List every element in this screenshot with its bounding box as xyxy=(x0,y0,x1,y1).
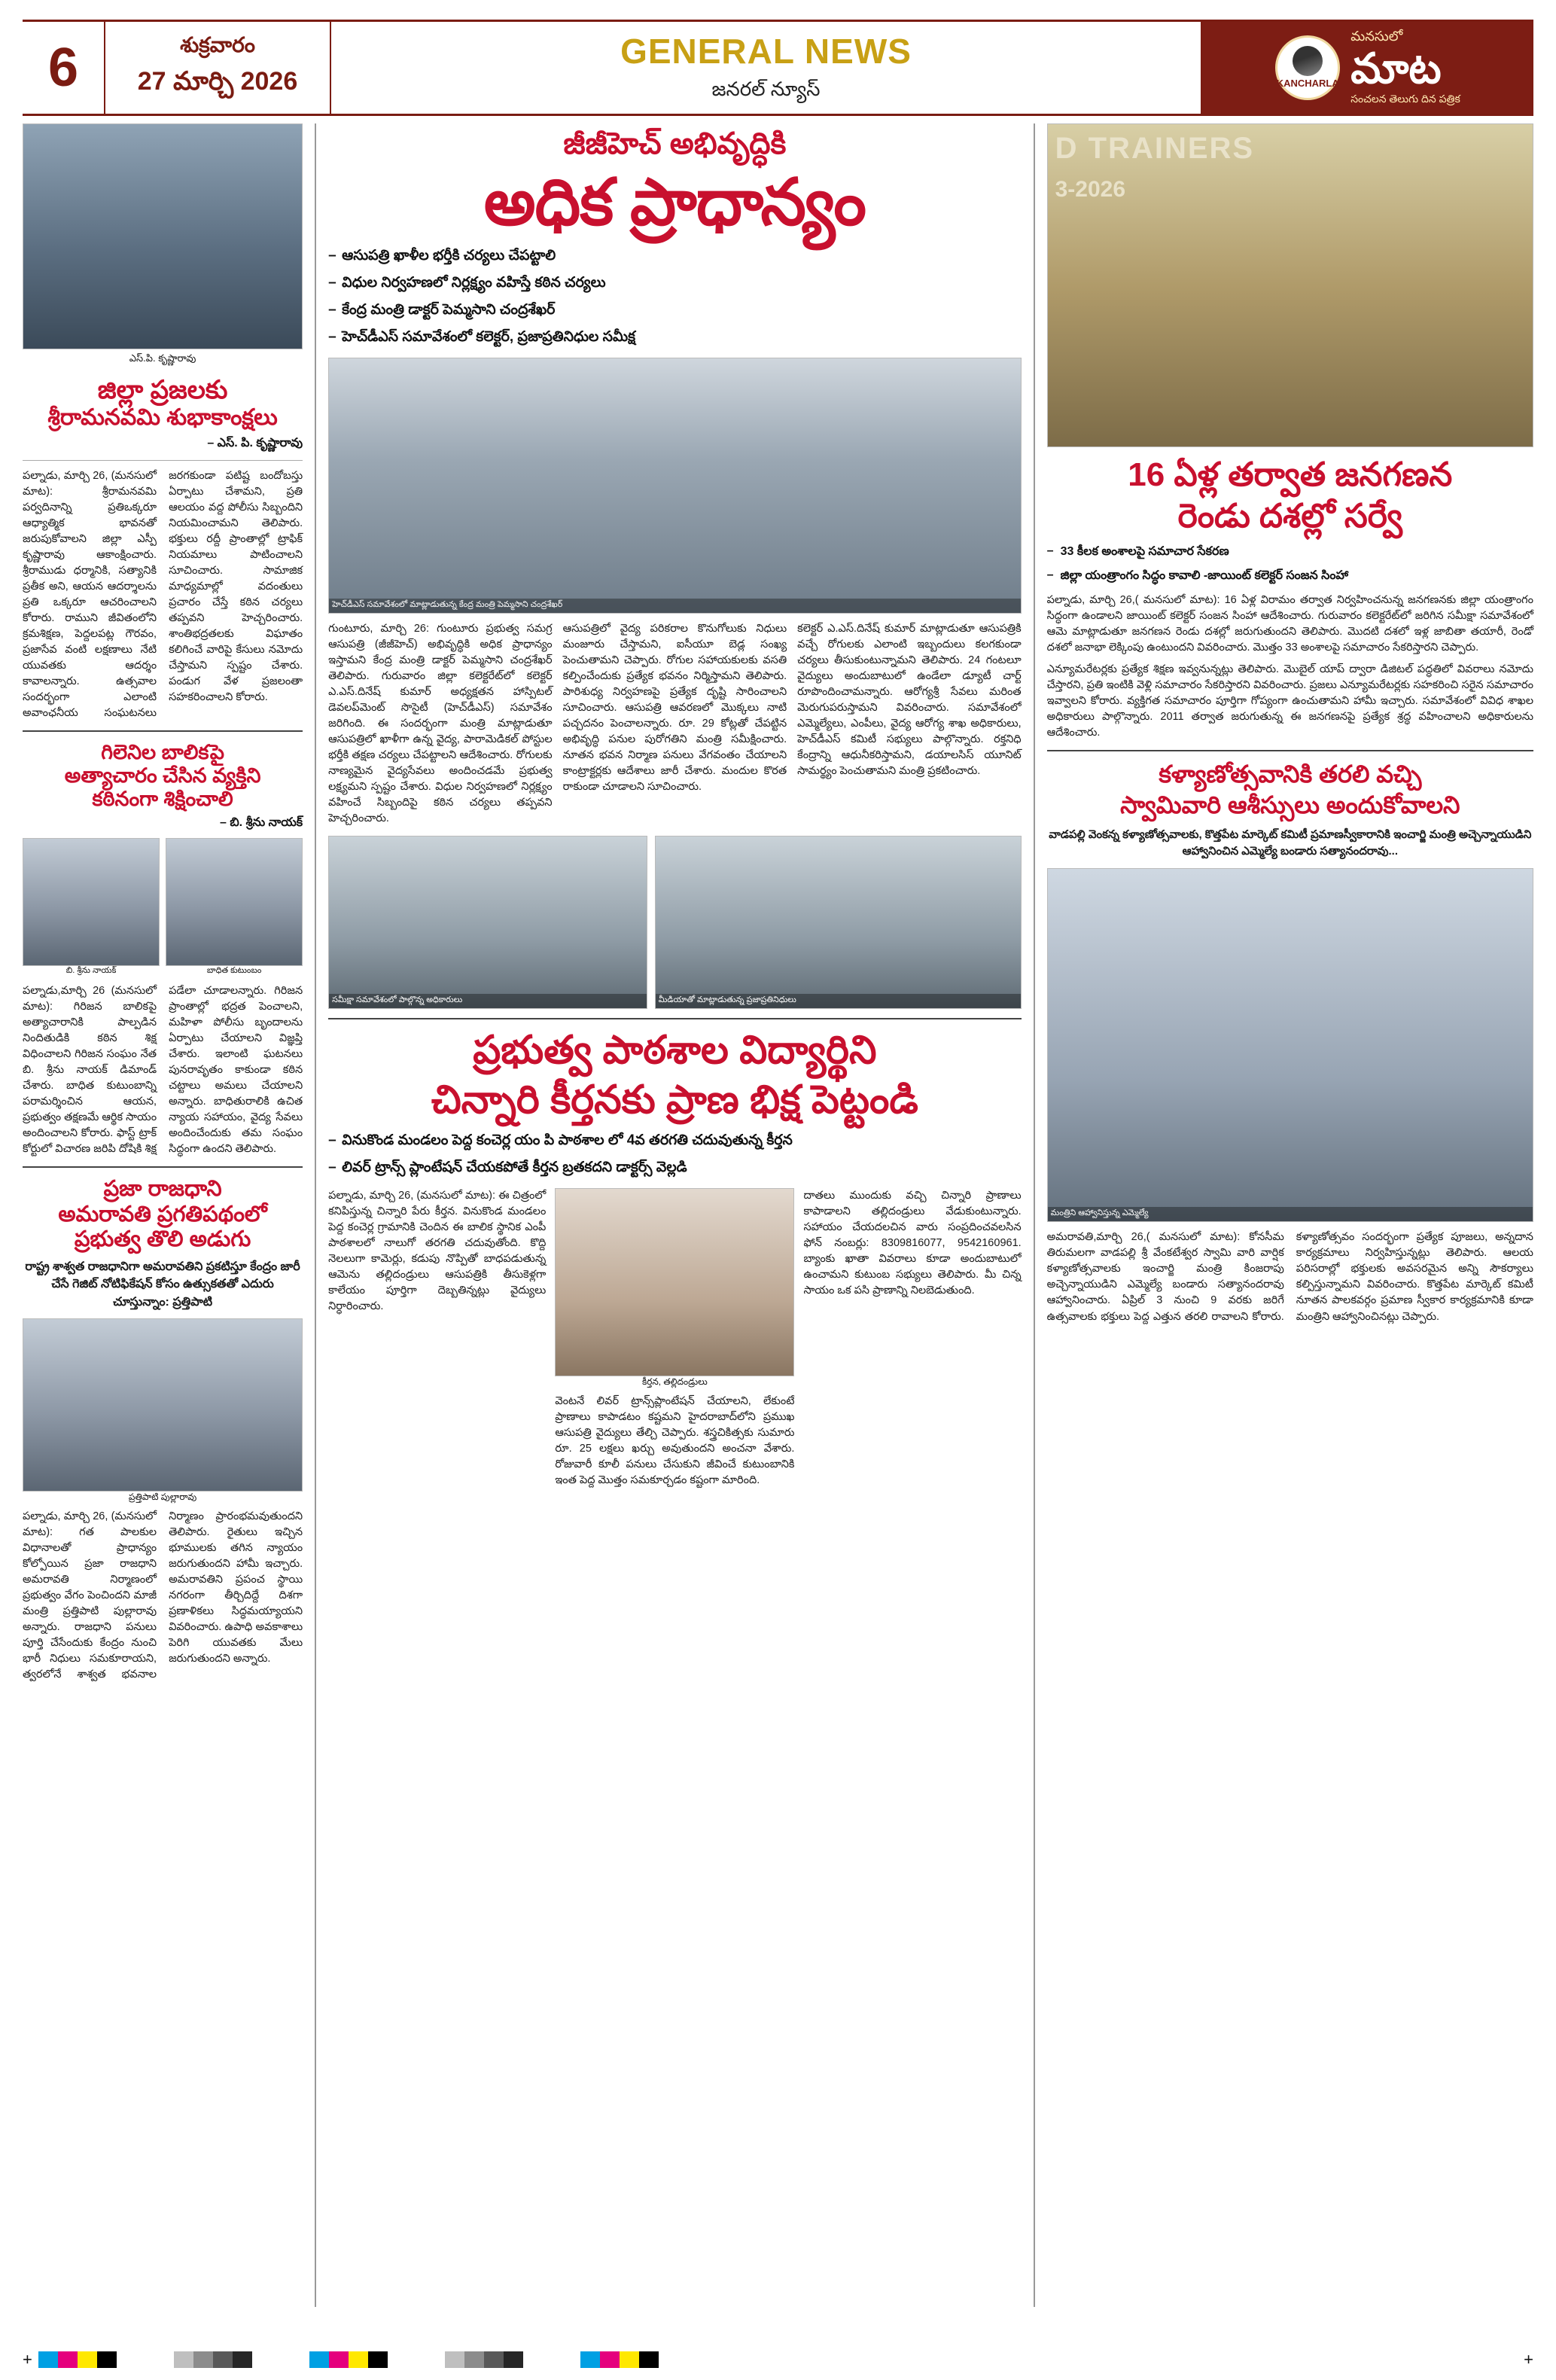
swatch-cyan xyxy=(580,2351,600,2368)
right-column xyxy=(1047,123,1533,2307)
greeting-headline-1: జిల్లా ప్రజలకు xyxy=(97,376,228,404)
logo-tagline: సంచలన తెలుగు దిన పత్రిక xyxy=(1350,92,1460,105)
crime-caption-left: బి. శ్రీను నాయక్ xyxy=(65,965,117,975)
swatch-group-3 xyxy=(580,2351,659,2368)
swatch-yellow xyxy=(78,2351,97,2368)
crime-photo-left xyxy=(23,838,160,966)
capital-headline-1: ప్రజా రాజధాని xyxy=(103,1177,222,1202)
logo-big-text: మాట xyxy=(1350,44,1442,92)
swatch-group-gray-1 xyxy=(174,2351,252,2368)
swatch-group-gray-2 xyxy=(445,2351,523,2368)
banner-text: D TRAINERS xyxy=(1055,132,1255,165)
swatch-gray-3 xyxy=(213,2351,233,2368)
greeting-headline-2: శ్రీరామనవమి శుభాకాంక్షలు xyxy=(47,405,278,431)
appeal-bullet-1: – లివర్ ట్రాన్స్ ప్లాంటేషన్ చేయకపోతే కీర్తన బ్రతకదని డాక్టర్స్ వెల్లడి xyxy=(328,1160,1022,1179)
swatch-gray-4 xyxy=(504,2351,523,2368)
middle-column xyxy=(328,123,1022,2307)
weekday-label: శుక్రవారం xyxy=(180,33,255,56)
crime-body: పల్నాడు,మార్చి 26 (మనసులో మాట): గిరిజన బాలికపై అత్యాచారానికి పాల్పడిన నిందితుడికి కఠిన శిక్ష విధించాలని గిరిజన సంఘం నేత బి. శ్రీను నాయక్ డిమాండ్ చేశారు. బాధిత కుటుంబాన్ని పరామర్శించిన ఆయన, ప్రభుత్వం తక్షణమే ఆర్థిక సాయం అందించాలని కోరారు. ఫాస్ట్ ట్రాక్ కోర్టులో విచారణ జరిపి దోషికి శిక్ష పడేలా చూడాలన్నారు. గిరిజన ప్రాంతాల్లో భద్రత పెంచాలని, మహిళా పోలీసు బృందాలను ఏర్పాటు చేయాలని విజ్ఞప్తి చేశారు. ఇలాంటి ఘటనలు పునరావృతం కాకుండా కఠిన చట్టాలు అమలు చేయాలని అన్నారు. బాధితురాలికి ఉచిత న్యాయ సహాయం, వైద్య సేవలు అందించేందుకు తమ సంఘం సిద్ధంగా ఉందని తెలిపారు. xyxy=(23,984,303,1156)
capital-headline-3: ప్రభుత్వ తొలి అడుగు xyxy=(74,1227,251,1251)
swatch-gray-2 xyxy=(464,2351,484,2368)
press-photo-1-caption: సమీక్షా సమావేశంలో పాల్గొన్న అధికారులు xyxy=(329,994,647,1008)
census-speaker-photo xyxy=(1047,123,1533,447)
census-bullet-0: – 33 కీలక అంశాలపై సమాచార సేకరణ xyxy=(1047,544,1533,561)
swatch-gray-2 xyxy=(193,2351,213,2368)
capital-photo xyxy=(23,1318,303,1492)
badge-label: KANCHARLA xyxy=(1276,78,1339,90)
census-headline-2: రెండు దశల్లో సర్వే xyxy=(1177,497,1402,535)
swatch-yellow xyxy=(349,2351,368,2368)
census-body-2: ఎన్యూమరేటర్లకు ప్రత్యేక శిక్షణ ఇవ్వనున్నట్లు తెలిపారు. మొబైల్ యాప్ ద్వారా డిజిటల్ పద్ధతిలో వివరాలు నమోదు చేస్తారని, ప్రతి ఇంటికి వెళ్లి సమాచారం సేకరిస్తారని వివరించారు. ప్రజలు ఎన్యూమరేటర్లకు సహకరించి సరైన సమాచారం ఇవ్వాలని కోరారు. వ్యక్తిగత సమాచారం పూర్తిగా గోప్యంగా ఉంచుతామని హామీ ఇచ్చారు. సమావేశంలో వివిధ శాఖల అధికారులు పాల్గొన్నారు. 2011 తర్వాత జరుగుతున్న ఈ జనగణనపై ప్రత్యేక శ్రద్ధ వహించాలని అధికారులను ఆదేశించారు. xyxy=(1046,663,1533,739)
crime-byline: – బి. శ్రీను నాయక్ xyxy=(220,815,303,829)
census-bullet-1: – జిల్లా యంత్రాంగం సిద్ధం కావాలి -జాయింట్ కలెక్టర్ సంజన సింహా xyxy=(1047,568,1533,585)
crime-photo-right xyxy=(166,838,303,966)
press-photo-2 xyxy=(655,836,1022,1009)
lead-bullet-2: – కేంద్ర మంత్రి డాక్టర్ పెమ్మసాని చంద్రశేఖర్ xyxy=(328,302,1022,321)
lead-bullet-0: – ఆసుపత్రి ఖాళీల భర్తీకి చర్యలు చేపట్టాలి xyxy=(328,248,1022,267)
section-title-block xyxy=(331,22,1202,114)
census-bullet-list xyxy=(1047,544,1533,585)
swatch-gray-1 xyxy=(174,2351,193,2368)
temple-headline-2: స్వామివారి ఆశీస్సులు అందుకోవాలని xyxy=(1120,791,1460,819)
swatch-yellow xyxy=(620,2351,639,2368)
swatch-gray-4 xyxy=(233,2351,252,2368)
column-rule xyxy=(1034,123,1035,2307)
lead-bullet-3: – హెచ్‌డీఎస్ సమావేశంలో కలెక్టర్, ప్రజాప్రతినిధుల సమీక్ష xyxy=(328,329,1022,349)
lead-bullet-1: – విధుల నిర్వహణలో నిర్లక్ష్యం వహిస్తే కఠిన చర్యలు xyxy=(328,275,1022,294)
lead-bullet-list xyxy=(328,248,1022,349)
lead-headline: అధిక ప్రాధాన్యం xyxy=(483,166,866,239)
appeal-bullet-list xyxy=(328,1132,1022,1179)
greeting-body: పల్నాడు, మార్చి 26, (మనసులో మాట): శ్రీరామనవమి పర్వదినాన్ని ప్రతిఒక్కరూ ఆధ్యాత్మిక భావనతో జరుపుకోవాలని జిల్లా ఎస్పీ కృష్ణారావు ఆకాంక్షించారు. శ్రీరాముడు ధర్మానికి, సత్యానికి ప్రతీక అని, ఆయన ఆదర్శాలను ప్రతి ఒక్కరూ ఆచరించాలని కోరారు. రాముని జీవితంలోని క్రమశిక్షణ, పెద్దలపట్ల గౌరవం, ప్రజాసేవ వంటి లక్షణాలు నేటి యువతకు ఆదర్శం కావాలన్నారు. ఉత్సవాల సందర్భంగా ఎలాంటి అవాంఛనీయ సంఘటనలు జరగకుండా పటిష్ట బందోబస్తు ఏర్పాటు చేశామని, ప్రతి ఆలయం వద్ద పోలీసు సిబ్బందిని నియమించామని తెలిపారు. భక్తులు రద్దీ ప్రాంతాల్లో ట్రాఫిక్ నియమాలు పాటించాలని సూచించారు. సామాజిక మాధ్యమాల్లో వదంతులు ప్రచారం చేస్తే కఠిన చర్యలు తప్పవని హెచ్చరించారు. శాంతిభద్రతలకు విఘాతం కలిగించే వారిపై కేసులు నమోదు చేస్తామని స్పష్టం చేశారు. పండుగ వేళ ప్రజలంతా సహకరించాలని కోరారు. xyxy=(23,469,303,719)
divider xyxy=(23,1166,303,1168)
registration-mark-right: + xyxy=(1524,2350,1533,2369)
swatch-magenta xyxy=(329,2351,349,2368)
capital-photo-caption: ప్రత్తిపాటి పుల్లారావు xyxy=(128,1491,197,1502)
swatch-magenta xyxy=(58,2351,78,2368)
date-label: 27 మార్చి 2026 xyxy=(137,67,298,96)
temple-photo-caption: మంత్రిని ఆహ్వానిస్తున్న ఎమ్మెల్యే xyxy=(1048,1207,1533,1221)
left-column xyxy=(23,123,303,2307)
keerthana-family-photo xyxy=(555,1188,794,1376)
lead-kicker: జీజీహెచ్ అభివృద్ధికి xyxy=(563,127,787,160)
capital-headline-2: అమరావతి ప్రగతిపథంలో xyxy=(58,1202,267,1227)
capital-subhead: రాష్ట్ర శాశ్వత రాజధానిగా అమరావతిని ప్రకటిస్తూ కేంద్రం జారీ చేసే గెజిట్ నోటిఫికేషన్ కోసం ఉత్సుకతతో ఎదురు చూస్తున్నాం: ప్రత్తిపాటి xyxy=(25,1260,300,1309)
print-registration-footer xyxy=(23,2350,1533,2369)
appeal-article-col-3: దాతలు ముందుకు వచ్చి చిన్నారి ప్రాణాలు కాపాడాలని తల్లిదండ్రులు వేడుకుంటున్నారు. సహాయం చేయదలచిన వారు సంప్రదించవలసిన ఫోన్ నంబర్లు: 8309816077, 9542160961. బ్యాంకు ఖాతా వివరాలు కూడా అందుబాటులో ఉంచామని కుటుంబ సభ్యులు తెలిపారు. మీ చిన్న సాయం ఒక పసి ప్రాణాన్ని నిలబెడుతుంది. xyxy=(803,1189,1022,1297)
kancharla-badge xyxy=(1275,35,1340,100)
registration-mark-left: + xyxy=(23,2350,32,2369)
page-columns xyxy=(23,123,1533,2307)
portrait-icon xyxy=(1293,46,1323,76)
hds-meeting-photo xyxy=(328,358,1022,614)
census-headline-1: 16 ఏళ్ల తర్వాత జనగణన xyxy=(1128,456,1453,493)
lead-article-col-2: ఆసుపత్రిలో వైద్య పరికరాల కొనుగోలుకు నిధులు మంజూరు చేస్తామని, ఐసీయూ బెడ్ల సంఖ్య పెంచుతామని చెప్పారు. రోగుల సహాయకులకు వసతి కల్పించేందుకు ప్రత్యేక భవనం నిర్మిస్తామని తెలిపారు. పారిశుధ్య నిర్వహణపై ప్రత్యేక దృష్టి సారించాలని సూచించారు. ఆసుపత్రి ఆవరణలో మొక్కలు నాటి పచ్చదనం పెంచాలన్నారు. రూ. 29 కోట్లతో చేపట్టిన అభివృద్ధి పనుల పురోగతిని మంత్రి సమీక్షించారు. నూతన భవన నిర్మాణ పనులు వేగవంతం చేయాలని కాంట్రాక్టర్లకు ఆదేశాలు జారీ చేశారు. మందుల కొరత రాకుండా చూడాలని సూచించారు. xyxy=(562,622,787,794)
column-rule xyxy=(315,123,316,2307)
census-body: పల్నాడు, మార్చి 26,( మనసులో మాట): 16 ఏళ్ల విరామం తర్వాత నిర్వహించనున్న జనగణనకు జిల్లా యంత్రాంగం సిద్ధంగా ఉండాలని జాయింట్ కలెక్టర్ సంజన సింహా ఆదేశించారు. గురువారం కలెక్టరేట్‌లో జరిగిన సమీక్షా సమావేశంలో ఆమె మాట్లాడుతూ జనగణన రెండు దశల్లో జరుగుతుందని తెలిపారు. మొదటి దశలో ఇళ్ల జాబితా తయారీ, రెండో దశలో జనాభా లెక్కింపు ఉంటుందని వివరించారు. మొత్తం 33 అంశాలపై సమాచారం సేకరిస్తారని చెప్పారు. xyxy=(1046,594,1533,654)
swatch-black xyxy=(639,2351,659,2368)
swatch-group-2 xyxy=(309,2351,388,2368)
section-title-en: GENERAL NEWS xyxy=(620,31,912,71)
publication-logo xyxy=(1202,22,1533,114)
swatch-black xyxy=(97,2351,117,2368)
swatch-group-1 xyxy=(38,2351,117,2368)
swatch-cyan xyxy=(38,2351,58,2368)
swatch-magenta xyxy=(600,2351,620,2368)
hds-meeting-photo-caption: హెచ్‌డీఎస్ సమావేశంలో మాట్లాడుతున్న కేంద్ర మంత్రి పెమ్మసాని చంద్రశేఖర్ xyxy=(329,599,1021,613)
appeal-article-col-1: పల్నాడు, మార్చి 26, (మనసులో మాట): ఈ చిత్రంలో కనిపిస్తున్న చిన్నారి పేరు కీర్తన. వినుకొండ మండలం పెద్ద కంచెర్ల గ్రామానికి చెందిన ఈ బాలిక స్థానిక ఎంపీ పాఠశాలలో నాలుగో తరగతి చదువుతోంది. కొద్ది నెలలుగా కామెర్లు, కడుపు నొప్పితో బాధపడుతున్న ఆమెను తల్లిదండ్రులు ఆసుపత్రికి తీసుకెళ్లగా కాలేయం పూర్తిగా దెబ్బతిన్నట్లు వైద్యులు నిర్ధారించారు. xyxy=(328,1189,547,1312)
crime-headline-2: అత్యాచారం చేసిన వ్యక్తిని xyxy=(64,763,261,787)
appeal-article-col-2: వెంటనే లివర్ ట్రాన్స్‌ప్లాంటేషన్ చేయాలని, లేకుంటే ప్రాణాలు కాపాడటం కష్టమని హైదరాబాద్‌లోని ప్రముఖ ఆసుపత్రి వైద్యులు తేల్చి చెప్పారు. శస్త్రచికిత్సకు సుమారు రూ. 25 లక్షలు ఖర్చు అవుతుందని అంచనా వేశారు. రోజువారీ కూలీ పనులు చేసుకుని జీవించే కుటుంబానికి ఇంత పెద్ద మొత్తం సమకూర్చడం కష్టంగా మారింది. xyxy=(555,1394,795,1486)
logo-wordmark xyxy=(1350,29,1460,108)
keerthana-photo-caption: కీర్తన, తల్లిదండ్రులు xyxy=(641,1376,708,1387)
capital-body: పల్నాడు, మార్చి 26, (మనసులో మాట): గత పాలకుల విధానాలతో ప్రాధాన్యం కోల్పోయిన ప్రజా రాజధాని అమరావతి నిర్మాణంలో ప్రభుత్వం వేగం పెంచిందని మాజీ మంత్రి ప్రత్తిపాటి పుల్లారావు అన్నారు. రాజధాని పనులు పూర్తి చేసేందుకు కేంద్రం నుంచి భారీ నిధులు సమకూరాయని, త్వరలోనే శాశ్వత భవనాల నిర్మాణం ప్రారంభమవుతుందని తెలిపారు. రైతులు ఇచ్చిన భూములకు తగిన న్యాయం జరుగుతుందని హామీ ఇచ్చారు. అమరావతిని ప్రపంచ స్థాయి నగరంగా తీర్చిదిద్దే దిశగా ప్రణాళికలు సిద్ధమయ్యాయని వివరించారు. ఉపాధి అవకాశాలు పెరిగి యువతకు మేలు జరుగుతుందని అన్నారు. xyxy=(23,1510,303,1681)
press-photo-2-caption: మీడియాతో మాట్లాడుతున్న ప్రజాప్రతినిధులు xyxy=(656,994,1021,1008)
swatch-gray-1 xyxy=(445,2351,464,2368)
appeal-bullet-0: – వినుకొండ మండలం పెద్ద కంచెర్ల యం పి పాఠశాల లో 4వ తరగతి చదువుతున్న కీర్తన xyxy=(328,1132,1022,1152)
temple-invitation-photo xyxy=(1047,868,1533,1222)
temple-headline-1: కళ్యాణోత్సవానికి తరలి వచ్చి xyxy=(1159,760,1422,788)
date-block xyxy=(105,22,331,114)
divider xyxy=(23,460,303,461)
swatch-cyan xyxy=(309,2351,329,2368)
divider xyxy=(328,1018,1022,1019)
masthead xyxy=(23,20,1533,116)
temple-subhead: వాడపల్లి వెంకన్న కళ్యాణోత్సవాలకు, కొత్తపేట మార్కెట్ కమిటీ ప్రమాణస్వీకారానికి ఇంచార్జి మంత్రి అచ్చెన్నాయుడిని ఆహ్వానించిన ఎమ్మెల్యే బండారు సత్యానందరావు... xyxy=(1049,827,1532,858)
swatch-gray-3 xyxy=(484,2351,504,2368)
appeal-headline-2: చిన్నారి కీర్తనకు ప్రాణ భిక్ష పెట్టండి xyxy=(431,1077,918,1122)
greeting-byline: – ఎస్. పి. కృష్ణారావు xyxy=(207,436,303,449)
divider xyxy=(1047,750,1533,751)
divider xyxy=(23,730,303,732)
page-number: 6 xyxy=(23,22,105,114)
officer-photo-caption: ఎస్.పి. కృష్ణారావు xyxy=(129,352,196,364)
logo-small-text: మనసులో xyxy=(1350,28,1403,44)
lead-article-col-3: కలెక్టర్ ఎ.ఎస్.దినేష్ కుమార్ మాట్లాడుతూ ఆసుపత్రికి వచ్చే రోగులకు ఎలాంటి ఇబ్బందులు కలగకుండా చర్యలు తీసుకుంటున్నామని తెలిపారు. 24 గంటలూ వైద్యులు అందుబాటులో ఉండేలా డ్యూటీ చార్ట్ రూపొందించామన్నారు. ఆరోగ్యశ్రీ సేవలు మరింత మెరుగుపరుస్తామని వివరించారు. సమావేశంలో ఎమ్మెల్యేలు, ఎంపీలు, వైద్య ఆరోగ్య శాఖ అధికారులు, హెచ్‌డీఎస్ కమిటీ సభ్యులు పాల్గొన్నారు. రక్తనిధి కేంద్రాన్ని ఆధునీకరిస్తామని, డయాలసిస్ యూనిట్ సామర్థ్యం పెంచుతామని మంత్రి ప్రకటించారు. xyxy=(797,622,1022,778)
section-title-te: జనరల్ న్యూస్ xyxy=(711,77,821,100)
lead-article-col-1: గుంటూరు, మార్చి 26: గుంటూరు ప్రభుత్వ సమగ్ర ఆసుపత్రి (జీజీహెచ్) అభివృద్ధికి అధిక ప్రాధాన్యం ఇస్తామని కేంద్ర మంత్రి డాక్టర్ పెమ్మసాని చంద్రశేఖర్ తెలిపారు. గురువారం జిల్లా కలెక్టరేట్‌లో కలెక్టర్ ఎ.ఎస్.దినేష్ కుమార్ అధ్యక్షతన హాస్పిటల్ డెవలప్‌మెంట్ సొసైటీ (హెచ్‌డీఎస్) సమావేశం జరిగింది. ఈ సందర్భంగా మంత్రి మాట్లాడుతూ ఆసుపత్రిలో ఖాళీగా ఉన్న వైద్య, పారామెడికల్ పోస్టుల భర్తీకి తక్షణ చర్యలు చేపట్టాలని ఆదేశించారు. రోగులకు నాణ్యమైన వైద్యసేవలు అందించడమే ప్రభుత్వ లక్ష్యమని స్పష్టం చేశారు. విధుల నిర్వహణలో నిర్లక్ష్యం వహించే సిబ్బందిపై కఠిన చర్యలు తప్పవని హెచ్చరించారు. xyxy=(328,622,553,825)
temple-body: అమరావతి,మార్చి 26,( మనసులో మాట): కోనసీమ తిరుమలగా వాడపల్లి శ్రీ వేంకటేశ్వర స్వామి వారి వార్షిక కళ్యాణోత్సవాలకు ఇంచార్జి మంత్రి కింజరాపు అచ్చెన్నాయుడిని ఎమ్మెల్యే బండారు సత్యానందరావు ఆహ్వానించారు. ఏప్రిల్ 3 నుంచి 9 వరకు జరిగే ఉత్సవాలకు భక్తులు పెద్ద ఎత్తున తరలి రావాలని కోరారు. కళ్యాణోత్సవం సందర్భంగా ప్రత్యేక పూజలు, అన్నదాన కార్యక్రమాలు నిర్వహిస్తున్నట్లు తెలిపారు. ఆలయ పరిసరాల్లో భక్తులకు అవసరమైన అన్ని సౌకర్యాలు కల్పిస్తున్నామని వివరించారు. కొత్తపేట మార్కెట్ కమిటీ నూతన పాలకవర్గం ప్రమాణ స్వీకార కార్యక్రమానికి కూడా మంత్రిని ఆహ్వానించినట్లు చెప్పారు. xyxy=(1046,1231,1533,1323)
officer-photo xyxy=(23,123,303,349)
appeal-headline-1: ప్రభుత్వ పాఠశాల విద్యార్థిని xyxy=(473,1028,877,1073)
crime-headline-3: కఠినంగా శిక్షించాలి xyxy=(92,787,233,810)
crime-caption-right: బాధిత కుటుంబం xyxy=(206,965,262,975)
crime-headline-1: గిలెనిల బాలికపై xyxy=(101,740,224,763)
press-photo-1 xyxy=(328,836,647,1009)
swatch-black xyxy=(368,2351,388,2368)
banner-years: 3-2026 xyxy=(1055,177,1126,202)
